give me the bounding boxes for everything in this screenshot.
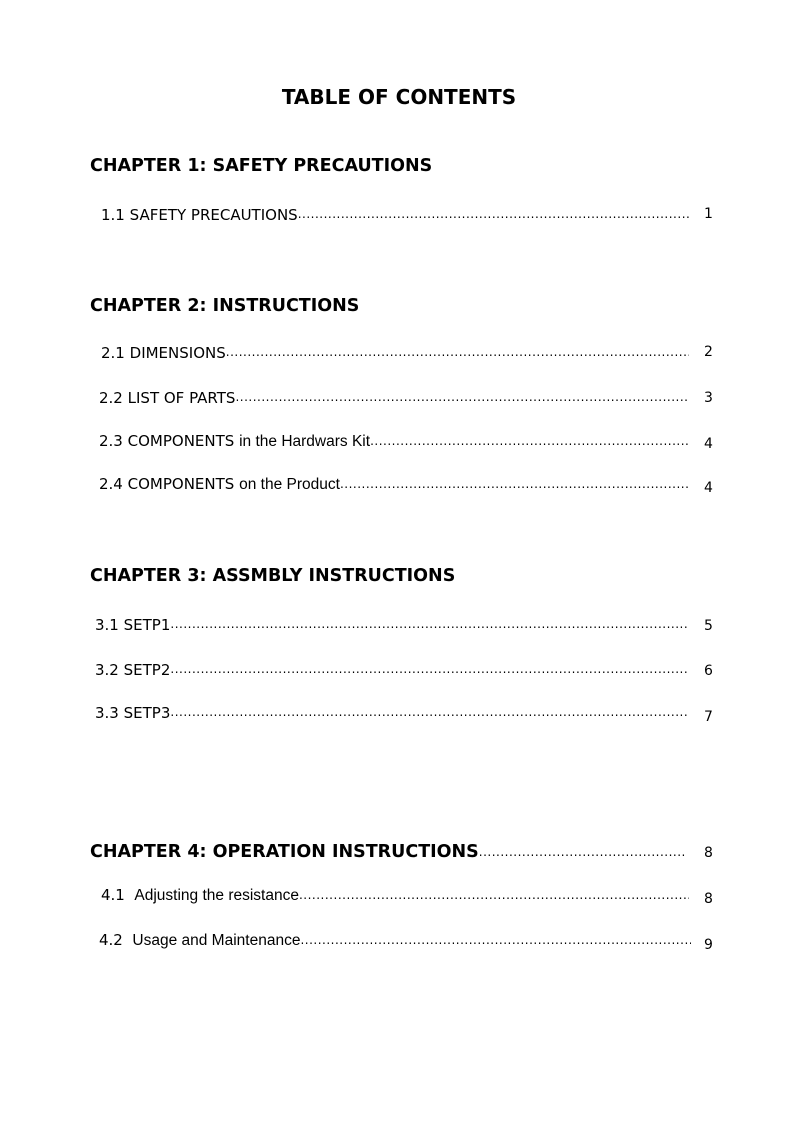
- entry-label: SAFETY PRECAUTIONS: [129, 206, 298, 224]
- page-number: 5: [704, 618, 713, 634]
- entry-number: 3.1: [95, 616, 119, 634]
- page-number: 1: [704, 206, 713, 222]
- entry-number: 3.2: [95, 661, 119, 679]
- dot-leader: [170, 662, 689, 676]
- page-number: 9: [704, 937, 713, 953]
- dot-leader: [235, 390, 689, 404]
- entry-label: Adjusting the resistance: [134, 887, 299, 904]
- chapter-1-heading: CHAPTER 1: SAFETY PRECAUTIONS: [90, 156, 433, 176]
- page-number: 4: [704, 436, 713, 452]
- entry-label: SETP1: [123, 616, 171, 634]
- chapter-4-heading: CHAPTER 4: OPERATION INSTRUCTIONS: [90, 842, 479, 862]
- dot-leader: [298, 207, 689, 221]
- chapter-2-heading: CHAPTER 2: INSTRUCTIONS: [90, 296, 360, 316]
- entry-number: 2.4: [99, 475, 123, 493]
- entry-label-tail: on the Product: [239, 476, 340, 493]
- dot-leader: [226, 345, 689, 359]
- toc-entry-1-1[interactable]: [101, 204, 689, 224]
- toc-entry-2-4[interactable]: [99, 474, 689, 494]
- entry-label: SETP3: [123, 704, 171, 722]
- entry-label: Usage and Maintenance: [132, 932, 301, 949]
- entry-number: 1.1: [101, 206, 125, 224]
- toc-entry-chapter-4[interactable]: [90, 838, 686, 862]
- toc-entry-2-3[interactable]: [99, 431, 689, 451]
- toc-entry-3-2[interactable]: [95, 659, 689, 679]
- dot-leader: [170, 705, 689, 719]
- chapter-3-heading: CHAPTER 3: ASSMBLY INSTRUCTIONS: [90, 566, 456, 586]
- page-number: 6: [704, 663, 713, 679]
- entry-number: 4.1: [101, 886, 125, 904]
- dot-leader: [479, 845, 686, 859]
- entry-number: 4.2: [99, 931, 123, 949]
- entry-number: 2.3: [99, 432, 123, 450]
- dot-leader: [300, 933, 691, 947]
- entry-label: LIST OF PARTS: [127, 389, 236, 407]
- entry-label: COMPONENTS: [127, 432, 235, 450]
- toc-entry-3-1[interactable]: [95, 614, 689, 634]
- toc-entry-2-2[interactable]: [99, 387, 689, 407]
- toc-entry-2-1[interactable]: [101, 342, 689, 362]
- entry-label-tail: in the Hardwars Kit: [239, 433, 371, 450]
- page-number: 2: [704, 344, 713, 360]
- entry-label: SETP2: [123, 661, 171, 679]
- dot-leader: [170, 617, 689, 631]
- entry-number: 2.1: [101, 344, 125, 362]
- entry-number: 3.3: [95, 704, 119, 722]
- dot-leader: [299, 888, 689, 902]
- entry-label: COMPONENTS: [127, 475, 235, 493]
- toc-entry-4-2[interactable]: [99, 930, 691, 950]
- dot-leader: [340, 477, 689, 491]
- page-title: TABLE OF CONTENTS: [281, 85, 517, 109]
- entry-label: DIMENSIONS: [129, 344, 226, 362]
- toc-entry-4-1[interactable]: [101, 885, 689, 905]
- entry-number: 2.2: [99, 389, 123, 407]
- page-number: 8: [704, 891, 713, 907]
- page-number: 4: [704, 480, 713, 496]
- page-number: 8: [704, 845, 713, 861]
- toc-entry-3-3[interactable]: [95, 702, 689, 722]
- page-number: 3: [704, 390, 713, 406]
- page-number: 7: [704, 709, 713, 725]
- dot-leader: [370, 434, 689, 448]
